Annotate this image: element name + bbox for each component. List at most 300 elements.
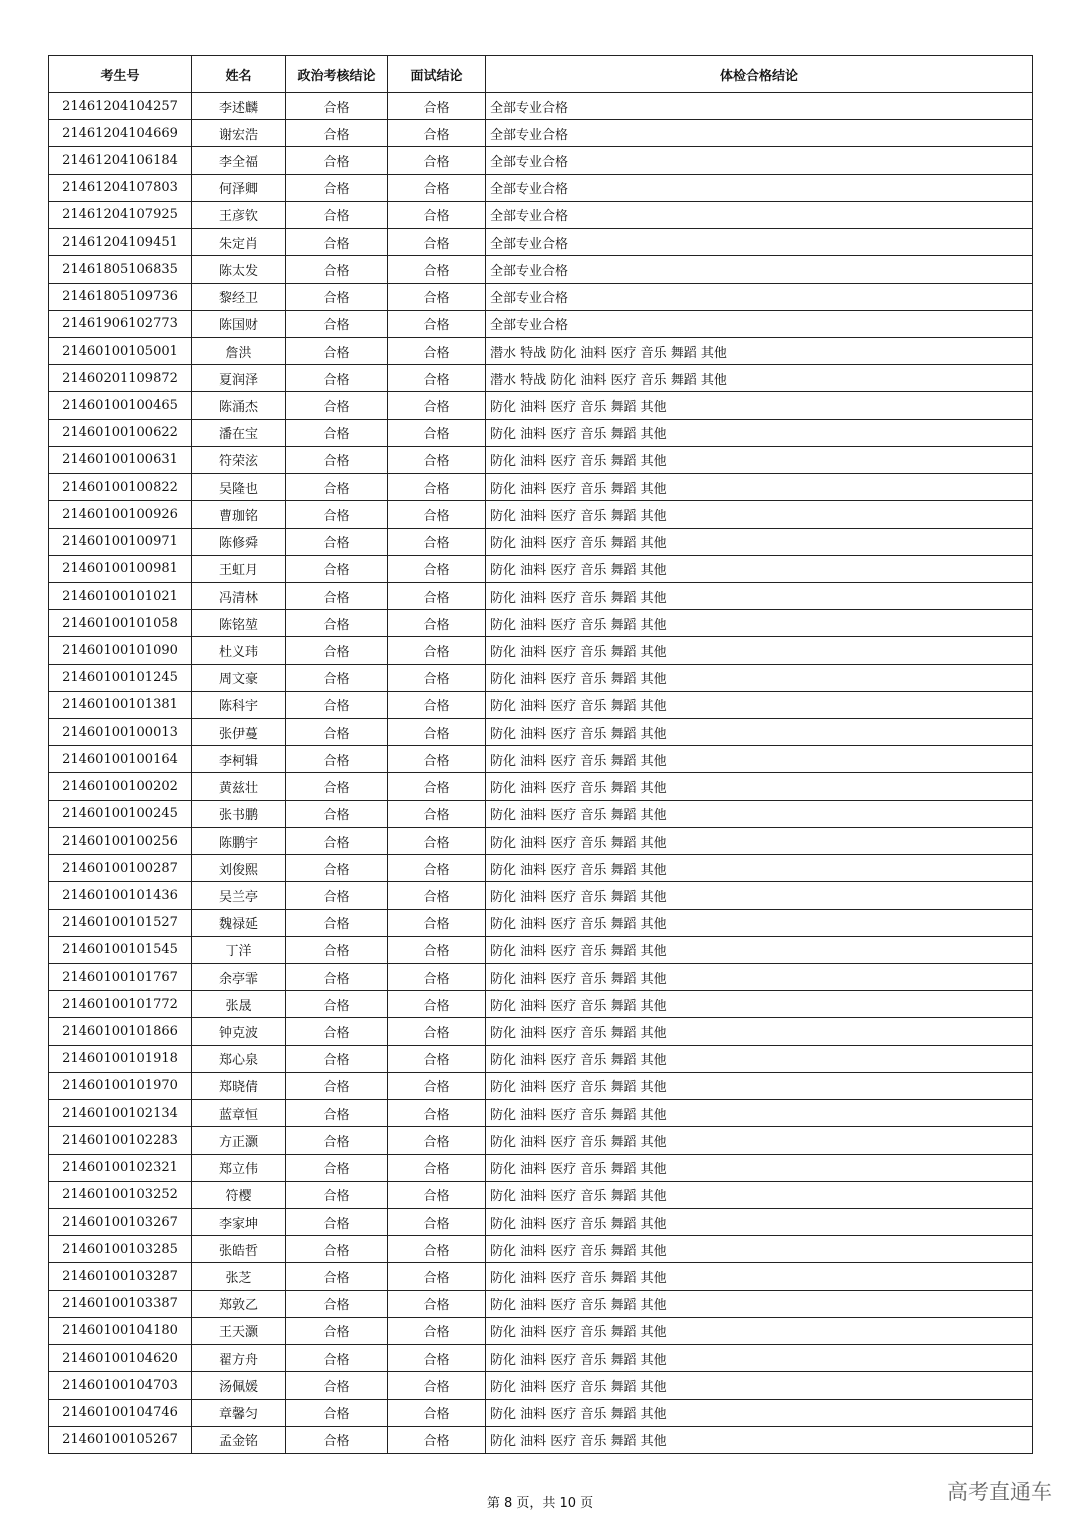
cell-political-review: 合格 (286, 283, 388, 310)
cell-political-review: 合格 (286, 800, 388, 827)
table-row (49, 474, 1033, 501)
cell-exam-number: 21460100102283 (49, 1127, 192, 1154)
cell-physical-exam: 防化 油料 医疗 音乐 舞蹈 其他 (486, 1236, 1033, 1263)
cell-name: 吴兰亭 (192, 882, 286, 909)
cell-name: 夏润泽 (192, 365, 286, 392)
table-row (49, 1045, 1033, 1072)
table-row (49, 174, 1033, 201)
cell-political-review: 合格 (286, 936, 388, 963)
table-row (49, 1127, 1033, 1154)
cell-name: 陈修舜 (192, 528, 286, 555)
cell-political-review: 合格 (286, 773, 388, 800)
cell-name: 丁洋 (192, 936, 286, 963)
cell-physical-exam: 全部专业合格 (486, 310, 1033, 337)
cell-exam-number: 21460100103285 (49, 1236, 192, 1263)
cell-political-review: 合格 (286, 419, 388, 446)
table-row (49, 365, 1033, 392)
cell-name: 孟金铭 (192, 1426, 286, 1453)
cell-exam-number: 21460100101021 (49, 582, 192, 609)
cell-physical-exam: 防化 油料 医疗 音乐 舞蹈 其他 (486, 610, 1033, 637)
table-row (49, 555, 1033, 582)
cell-exam-number: 21460100101381 (49, 691, 192, 718)
cell-political-review: 合格 (286, 365, 388, 392)
cell-physical-exam: 全部专业合格 (486, 120, 1033, 147)
cell-interview: 合格 (388, 201, 486, 228)
cell-name: 翟方舟 (192, 1345, 286, 1372)
cell-exam-number: 21460100101772 (49, 991, 192, 1018)
cell-political-review: 合格 (286, 337, 388, 364)
cell-name: 陈鹏宇 (192, 827, 286, 854)
cell-political-review: 合格 (286, 93, 388, 120)
cell-interview: 合格 (388, 283, 486, 310)
cell-interview: 合格 (388, 474, 486, 501)
cell-physical-exam: 防化 油料 医疗 音乐 舞蹈 其他 (486, 964, 1033, 991)
cell-interview: 合格 (388, 827, 486, 854)
header-exam-number: 考生号 (49, 56, 192, 93)
cell-physical-exam: 潜水 特战 防化 油料 医疗 音乐 舞蹈 其他 (486, 365, 1033, 392)
cell-exam-number: 21460100101545 (49, 936, 192, 963)
cell-political-review: 合格 (286, 1317, 388, 1344)
cell-physical-exam: 防化 油料 医疗 音乐 舞蹈 其他 (486, 419, 1033, 446)
table-row (49, 882, 1033, 909)
cell-physical-exam: 防化 油料 医疗 音乐 舞蹈 其他 (486, 1372, 1033, 1399)
cell-interview: 合格 (388, 691, 486, 718)
cell-name: 王天灏 (192, 1317, 286, 1344)
cell-exam-number: 21460100100202 (49, 773, 192, 800)
cell-interview: 合格 (388, 555, 486, 582)
table-row (49, 909, 1033, 936)
cell-physical-exam: 防化 油料 医疗 音乐 舞蹈 其他 (486, 582, 1033, 609)
table-row (49, 229, 1033, 256)
cell-political-review: 合格 (286, 310, 388, 337)
table-row (49, 1208, 1033, 1235)
cell-exam-number: 21460100100164 (49, 746, 192, 773)
table-row (49, 201, 1033, 228)
cell-exam-number: 21460100103252 (49, 1181, 192, 1208)
cell-interview: 合格 (388, 1127, 486, 1154)
cell-interview: 合格 (388, 746, 486, 773)
table-header (49, 56, 1033, 93)
cell-name: 詹洪 (192, 337, 286, 364)
cell-name: 张书鹏 (192, 800, 286, 827)
cell-name: 张皓哲 (192, 1236, 286, 1263)
cell-physical-exam: 防化 油料 医疗 音乐 舞蹈 其他 (486, 746, 1033, 773)
cell-interview: 合格 (388, 1018, 486, 1045)
cell-name: 蓝章恒 (192, 1100, 286, 1127)
cell-name: 刘俊熙 (192, 855, 286, 882)
table-row (49, 610, 1033, 637)
cell-exam-number: 21461204106184 (49, 147, 192, 174)
cell-name: 魏禄延 (192, 909, 286, 936)
table-row (49, 419, 1033, 446)
table-row (49, 337, 1033, 364)
cell-interview: 合格 (388, 1399, 486, 1426)
cell-name: 钟克波 (192, 1018, 286, 1045)
cell-political-review: 合格 (286, 882, 388, 909)
cell-physical-exam: 防化 油料 医疗 音乐 舞蹈 其他 (486, 446, 1033, 473)
cell-physical-exam: 防化 油料 医疗 音乐 舞蹈 其他 (486, 1127, 1033, 1154)
cell-interview: 合格 (388, 1208, 486, 1235)
cell-political-review: 合格 (286, 664, 388, 691)
cell-physical-exam: 防化 油料 医疗 音乐 舞蹈 其他 (486, 1100, 1033, 1127)
cell-political-review: 合格 (286, 1045, 388, 1072)
cell-physical-exam: 防化 油料 医疗 音乐 舞蹈 其他 (486, 1399, 1033, 1426)
cell-physical-exam: 防化 油料 医疗 音乐 舞蹈 其他 (486, 691, 1033, 718)
watermark: 高考直通车 (947, 1480, 1052, 1504)
cell-political-review: 合格 (286, 855, 388, 882)
cell-exam-number: 21460100100256 (49, 827, 192, 854)
cell-political-review: 合格 (286, 1236, 388, 1263)
cell-political-review: 合格 (286, 719, 388, 746)
cell-physical-exam: 防化 油料 医疗 音乐 舞蹈 其他 (486, 1263, 1033, 1290)
cell-name: 王彦钦 (192, 201, 286, 228)
table-body (49, 93, 1033, 1454)
cell-physical-exam: 防化 油料 医疗 音乐 舞蹈 其他 (486, 664, 1033, 691)
table-row (49, 936, 1033, 963)
cell-interview: 合格 (388, 773, 486, 800)
cell-interview: 合格 (388, 501, 486, 528)
cell-name: 张伊蔓 (192, 719, 286, 746)
cell-interview: 合格 (388, 719, 486, 746)
cell-political-review: 合格 (286, 256, 388, 283)
cell-interview: 合格 (388, 1045, 486, 1072)
cell-physical-exam: 防化 油料 医疗 音乐 舞蹈 其他 (486, 827, 1033, 854)
cell-physical-exam: 防化 油料 医疗 音乐 舞蹈 其他 (486, 719, 1033, 746)
cell-interview: 合格 (388, 855, 486, 882)
cell-exam-number: 21461906102773 (49, 310, 192, 337)
table-row (49, 1236, 1033, 1263)
cell-interview: 合格 (388, 120, 486, 147)
cell-political-review: 合格 (286, 474, 388, 501)
cell-political-review: 合格 (286, 201, 388, 228)
cell-name: 王虹月 (192, 555, 286, 582)
table-row (49, 120, 1033, 147)
cell-interview: 合格 (388, 1236, 486, 1263)
cell-name: 李全福 (192, 147, 286, 174)
cell-political-review: 合格 (286, 1100, 388, 1127)
cell-interview: 合格 (388, 93, 486, 120)
cell-physical-exam: 防化 油料 医疗 音乐 舞蹈 其他 (486, 1317, 1033, 1344)
cell-name: 朱定肖 (192, 229, 286, 256)
cell-name: 李家坤 (192, 1208, 286, 1235)
cell-exam-number: 21460100104620 (49, 1345, 192, 1372)
cell-name: 李述麟 (192, 93, 286, 120)
cell-exam-number: 21460100100971 (49, 528, 192, 555)
cell-exam-number: 21460100101970 (49, 1072, 192, 1099)
cell-name: 郑晓倩 (192, 1072, 286, 1099)
table-row (49, 528, 1033, 555)
cell-physical-exam: 防化 油料 医疗 音乐 舞蹈 其他 (486, 800, 1033, 827)
cell-physical-exam: 防化 油料 医疗 音乐 舞蹈 其他 (486, 1208, 1033, 1235)
cell-name: 杜义玮 (192, 637, 286, 664)
cell-physical-exam: 防化 油料 医疗 音乐 舞蹈 其他 (486, 1072, 1033, 1099)
cell-exam-number: 21460100101058 (49, 610, 192, 637)
cell-exam-number: 21461805109736 (49, 283, 192, 310)
cell-interview: 合格 (388, 1317, 486, 1344)
cell-political-review: 合格 (286, 1127, 388, 1154)
header-row (49, 56, 1033, 93)
cell-political-review: 合格 (286, 1154, 388, 1181)
table-row (49, 1345, 1033, 1372)
table-row (49, 964, 1033, 991)
cell-physical-exam: 防化 油料 医疗 音乐 舞蹈 其他 (486, 991, 1033, 1018)
cell-political-review: 合格 (286, 174, 388, 201)
cell-political-review: 合格 (286, 528, 388, 555)
cell-physical-exam: 全部专业合格 (486, 256, 1033, 283)
cell-exam-number: 21461204109451 (49, 229, 192, 256)
cell-name: 冯清林 (192, 582, 286, 609)
header-interview: 面试结论 (388, 56, 486, 93)
table-row (49, 773, 1033, 800)
cell-name: 周文豪 (192, 664, 286, 691)
table-row (49, 1181, 1033, 1208)
cell-interview: 合格 (388, 419, 486, 446)
cell-exam-number: 21460100101866 (49, 1018, 192, 1045)
table-row (49, 446, 1033, 473)
table-row (49, 1154, 1033, 1181)
cell-political-review: 合格 (286, 1072, 388, 1099)
cell-exam-number: 21460100100981 (49, 555, 192, 582)
cell-political-review: 合格 (286, 691, 388, 718)
cell-physical-exam: 防化 油料 医疗 音乐 舞蹈 其他 (486, 1045, 1033, 1072)
cell-physical-exam: 防化 油料 医疗 音乐 舞蹈 其他 (486, 637, 1033, 664)
cell-physical-exam: 防化 油料 医疗 音乐 舞蹈 其他 (486, 1181, 1033, 1208)
cell-physical-exam: 防化 油料 医疗 音乐 舞蹈 其他 (486, 528, 1033, 555)
cell-interview: 合格 (388, 582, 486, 609)
table-row (49, 1372, 1033, 1399)
cell-name: 何泽卿 (192, 174, 286, 201)
cell-interview: 合格 (388, 392, 486, 419)
header-political-review: 政治考核结论 (286, 56, 388, 93)
cell-interview: 合格 (388, 147, 486, 174)
table-row (49, 582, 1033, 609)
table-row (49, 691, 1033, 718)
cell-political-review: 合格 (286, 1263, 388, 1290)
table-row (49, 637, 1033, 664)
cell-political-review: 合格 (286, 147, 388, 174)
cell-interview: 合格 (388, 1345, 486, 1372)
table-row (49, 855, 1033, 882)
cell-physical-exam: 防化 油料 医疗 音乐 舞蹈 其他 (486, 936, 1033, 963)
cell-political-review: 合格 (286, 746, 388, 773)
cell-physical-exam: 防化 油料 医疗 音乐 舞蹈 其他 (486, 392, 1033, 419)
cell-name: 郑心泉 (192, 1045, 286, 1072)
table-row (49, 1290, 1033, 1317)
cell-physical-exam: 防化 油料 医疗 音乐 舞蹈 其他 (486, 474, 1033, 501)
cell-interview: 合格 (388, 1154, 486, 1181)
cell-political-review: 合格 (286, 501, 388, 528)
page-footer: 第 8 页，共 10 页 (486, 1496, 594, 1511)
table-row (49, 1426, 1033, 1453)
cell-name: 吴隆也 (192, 474, 286, 501)
cell-exam-number: 21460100101090 (49, 637, 192, 664)
cell-interview: 合格 (388, 337, 486, 364)
cell-exam-number: 21460100105267 (49, 1426, 192, 1453)
cell-name: 陈涌杰 (192, 392, 286, 419)
cell-interview: 合格 (388, 964, 486, 991)
cell-interview: 合格 (388, 800, 486, 827)
cell-name: 陈国财 (192, 310, 286, 337)
cell-name: 章馨匀 (192, 1399, 286, 1426)
cell-interview: 合格 (388, 882, 486, 909)
cell-exam-number: 21460100103287 (49, 1263, 192, 1290)
cell-name: 黄兹壮 (192, 773, 286, 800)
cell-exam-number: 21460100100287 (49, 855, 192, 882)
cell-physical-exam: 防化 油料 医疗 音乐 舞蹈 其他 (486, 773, 1033, 800)
cell-political-review: 合格 (286, 392, 388, 419)
cell-interview: 合格 (388, 174, 486, 201)
cell-name: 符荣泫 (192, 446, 286, 473)
cell-exam-number: 21460100104703 (49, 1372, 192, 1399)
cell-name: 余亭霏 (192, 964, 286, 991)
cell-exam-number: 21461204107925 (49, 201, 192, 228)
cell-exam-number: 21460100102321 (49, 1154, 192, 1181)
header-name: 姓名 (192, 56, 286, 93)
cell-interview: 合格 (388, 1181, 486, 1208)
cell-interview: 合格 (388, 664, 486, 691)
cell-interview: 合格 (388, 1072, 486, 1099)
cell-physical-exam: 潜水 特战 防化 油料 医疗 音乐 舞蹈 其他 (486, 337, 1033, 364)
cell-political-review: 合格 (286, 1399, 388, 1426)
cell-political-review: 合格 (286, 1208, 388, 1235)
cell-physical-exam: 全部专业合格 (486, 201, 1033, 228)
table-row (49, 501, 1033, 528)
cell-exam-number: 21460100100245 (49, 800, 192, 827)
cell-political-review: 合格 (286, 637, 388, 664)
table-row (49, 392, 1033, 419)
cell-physical-exam: 全部专业合格 (486, 229, 1033, 256)
cell-interview: 合格 (388, 909, 486, 936)
cell-exam-number: 21460100100013 (49, 719, 192, 746)
cell-physical-exam: 防化 油料 医疗 音乐 舞蹈 其他 (486, 1154, 1033, 1181)
cell-physical-exam: 防化 油料 医疗 音乐 舞蹈 其他 (486, 501, 1033, 528)
cell-exam-number: 21460100101245 (49, 664, 192, 691)
cell-political-review: 合格 (286, 1018, 388, 1045)
cell-physical-exam: 防化 油料 医疗 音乐 舞蹈 其他 (486, 1290, 1033, 1317)
cell-interview: 合格 (388, 229, 486, 256)
cell-name: 陈太发 (192, 256, 286, 283)
cell-interview: 合格 (388, 1372, 486, 1399)
cell-physical-exam: 全部专业合格 (486, 283, 1033, 310)
cell-exam-number: 21460100101436 (49, 882, 192, 909)
cell-exam-number: 21460100101527 (49, 909, 192, 936)
cell-exam-number: 21460100100822 (49, 474, 192, 501)
cell-political-review: 合格 (286, 964, 388, 991)
cell-political-review: 合格 (286, 582, 388, 609)
table-row (49, 283, 1033, 310)
cell-exam-number: 21461204107803 (49, 174, 192, 201)
cell-physical-exam: 防化 油料 医疗 音乐 舞蹈 其他 (486, 1426, 1033, 1453)
cell-political-review: 合格 (286, 1345, 388, 1372)
table-row (49, 1317, 1033, 1344)
header-physical-exam: 体检合格结论 (486, 56, 1033, 93)
cell-physical-exam: 全部专业合格 (486, 93, 1033, 120)
cell-name: 陈铭堃 (192, 610, 286, 637)
cell-political-review: 合格 (286, 1181, 388, 1208)
cell-exam-number: 21460100103387 (49, 1290, 192, 1317)
cell-political-review: 合格 (286, 555, 388, 582)
cell-interview: 合格 (388, 1100, 486, 1127)
cell-political-review: 合格 (286, 1426, 388, 1453)
table-row (49, 800, 1033, 827)
cell-interview: 合格 (388, 528, 486, 555)
cell-name: 郑立伟 (192, 1154, 286, 1181)
cell-name: 汤佩媛 (192, 1372, 286, 1399)
table-row (49, 1263, 1033, 1290)
cell-political-review: 合格 (286, 446, 388, 473)
cell-exam-number: 21460100101767 (49, 964, 192, 991)
cell-interview: 合格 (388, 310, 486, 337)
cell-political-review: 合格 (286, 120, 388, 147)
cell-exam-number: 21460100101918 (49, 1045, 192, 1072)
cell-physical-exam: 防化 油料 医疗 音乐 舞蹈 其他 (486, 1018, 1033, 1045)
cell-interview: 合格 (388, 991, 486, 1018)
table-row (49, 746, 1033, 773)
cell-exam-number: 21460100100631 (49, 446, 192, 473)
table-row (49, 1018, 1033, 1045)
cell-interview: 合格 (388, 610, 486, 637)
table-row (49, 827, 1033, 854)
cell-exam-number: 21460100100465 (49, 392, 192, 419)
cell-exam-number: 21460100104180 (49, 1317, 192, 1344)
cell-interview: 合格 (388, 446, 486, 473)
cell-exam-number: 21461805106835 (49, 256, 192, 283)
cell-exam-number: 21460100104746 (49, 1399, 192, 1426)
table-row (49, 1399, 1033, 1426)
cell-name: 郑敦乙 (192, 1290, 286, 1317)
cell-exam-number: 21461204104257 (49, 93, 192, 120)
cell-exam-number: 21460100105001 (49, 337, 192, 364)
cell-political-review: 合格 (286, 909, 388, 936)
cell-interview: 合格 (388, 936, 486, 963)
cell-exam-number: 21461204104669 (49, 120, 192, 147)
cell-physical-exam: 防化 油料 医疗 音乐 舞蹈 其他 (486, 909, 1033, 936)
cell-political-review: 合格 (286, 229, 388, 256)
table-row (49, 1072, 1033, 1099)
cell-exam-number: 21460100100622 (49, 419, 192, 446)
cell-physical-exam: 防化 油料 医疗 音乐 舞蹈 其他 (486, 855, 1033, 882)
cell-name: 潘在宝 (192, 419, 286, 446)
cell-interview: 合格 (388, 1290, 486, 1317)
table-row (49, 991, 1033, 1018)
cell-exam-number: 21460201109872 (49, 365, 192, 392)
cell-name: 李柯辑 (192, 746, 286, 773)
cell-interview: 合格 (388, 1263, 486, 1290)
cell-name: 方正灏 (192, 1127, 286, 1154)
cell-physical-exam: 防化 油料 医疗 音乐 舞蹈 其他 (486, 882, 1033, 909)
table-row (49, 664, 1033, 691)
cell-interview: 合格 (388, 1426, 486, 1453)
cell-exam-number: 21460100100926 (49, 501, 192, 528)
cell-name: 张晟 (192, 991, 286, 1018)
table-row (49, 719, 1033, 746)
cell-physical-exam: 全部专业合格 (486, 147, 1033, 174)
cell-physical-exam: 防化 油料 医疗 音乐 舞蹈 其他 (486, 555, 1033, 582)
cell-political-review: 合格 (286, 827, 388, 854)
cell-physical-exam: 全部专业合格 (486, 174, 1033, 201)
cell-political-review: 合格 (286, 610, 388, 637)
cell-name: 张芝 (192, 1263, 286, 1290)
cell-interview: 合格 (388, 365, 486, 392)
table-row (49, 93, 1033, 120)
cell-name: 谢宏浩 (192, 120, 286, 147)
table-row (49, 147, 1033, 174)
table-row (49, 256, 1033, 283)
cell-exam-number: 21460100103267 (49, 1208, 192, 1235)
cell-exam-number: 21460100102134 (49, 1100, 192, 1127)
cell-political-review: 合格 (286, 1372, 388, 1399)
cell-interview: 合格 (388, 637, 486, 664)
